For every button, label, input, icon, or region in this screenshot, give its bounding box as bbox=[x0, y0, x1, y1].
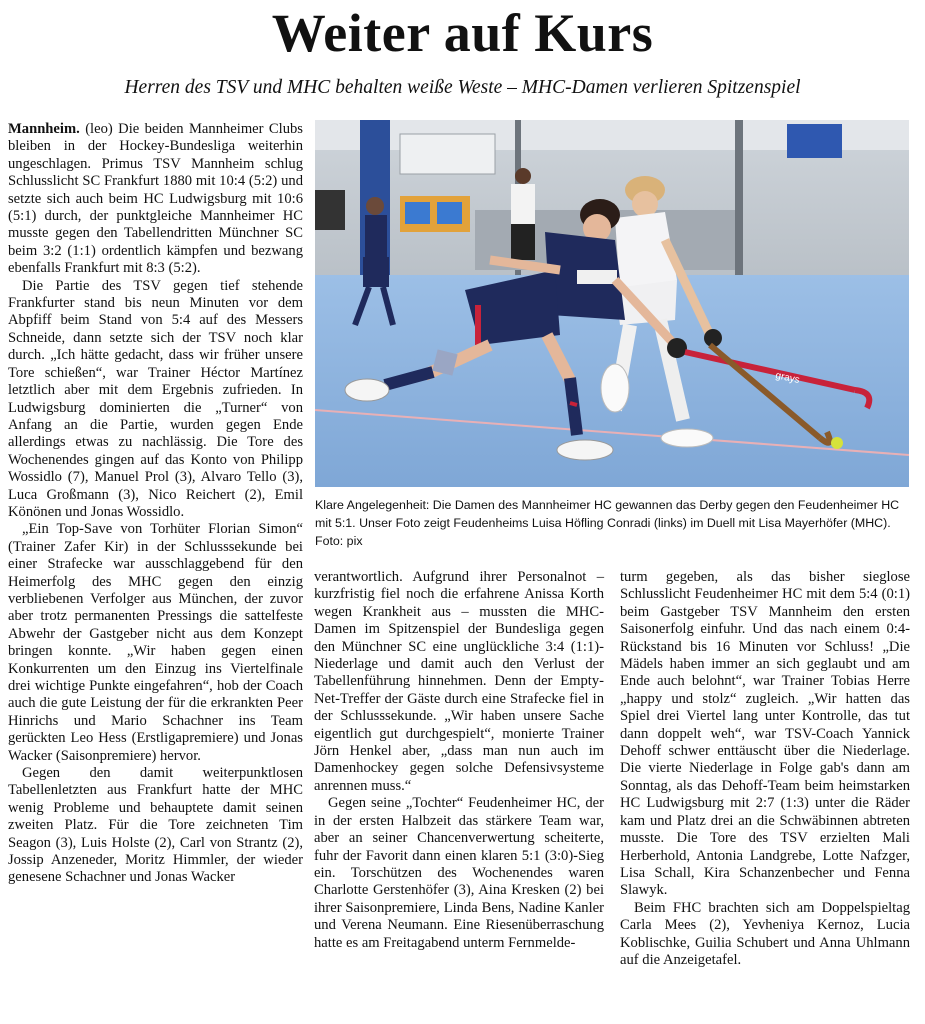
paragraph: Gegen den damit weiterpunktlosen Tabellenletzten aus Frankfurt hatte der MHC wenig Probleme und behauptete damit seinen zweiten Platz. Für die Tore zeichneten Tim Seagon (3), Luis Holste (2), Carl von Strantz (2), Jossip Anzeneder, Moritz Himmler, der wieder genesene Schachner und Jonas Wacker bbox=[8, 765, 303, 886]
paragraph: Gegen seine „Tochter“ Feudenheimer HC, der in der ersten Halbzeit das stärkere Team war, aber an seiner Chancenverwertung scheiterte, fuhr der Favorit dann einen klaren 5:1 (3:0)-Sieg ein. Torschützen des Wochenendes waren Charlotte Gerstenhöfer (3), Aina Kresken (2) bei ihrer Saisonpremiere, Linda Bens, Nadine Kanler und Verena Neumann. Eine Riesenüberraschung hatte es am Freitagabend unterm Fernmelde- bbox=[314, 795, 604, 951]
article-column-3 bbox=[620, 569, 910, 969]
paragraph bbox=[8, 121, 303, 278]
stick-brand: grays bbox=[774, 370, 801, 387]
dateline: Mannheim. bbox=[8, 121, 80, 137]
paragraph: turm gegeben, als das bisher sieglose Schlusslicht Feudenheimer HC mit dem 5:4 (0:1) beim Gastgeber TSV Mannheim den ersten Saisonerfolg einfuhr. Und das nach einem 0:4-Rückstand bis 16 Minuten vor Schluss! „Die Mädels haben immer an sich geglaubt und am Ende auch belohnt“, war Trainer Tobias Herre „happy und stolz“ zugleich. „Wir hatten das Spiel drei Viertel lang unter Kontrolle, das tut dann doppelt weh“, war TSV-Coach Yannick Dehoff schwer enttäuscht über die Niederlage. Die vierte Niederlage in Folge gab's dann am Sonntag, als das Dehoff-Team beim heimstarken HC Ludwigsburg mit 2:7 (1:3) unter die Räder kam und Platz drei an die Schwäbinnen abtreten musste. Die Tore des TSV erzielten Mali Herberhold, Antonia Landgrebe, Lotte Nafzger, Lisa Schall, Kira Schanzenbecher und Fenna Slawyk. bbox=[620, 569, 910, 899]
paragraph: Beim FHC brachten sich am Doppelspieltag Carla Mees (2), Yevheniya Kernoz, Lucia Koblischke, Guilia Schubert und Anna Uhlmann auf die Anzeigetafel. bbox=[620, 899, 910, 968]
subheadline: Herren des TSV und MHC behalten weiße Weste – MHC-Damen verlieren Spitzenspiel bbox=[124, 77, 801, 98]
photo-caption: Klare Angelegenheit: Die Damen des Mannheimer HC gewannen das Derby gegen den Feudenheimer HC mit 5:1. Unser Foto zeigt Feudenheims Luisa Höfling Conradi (links) im Duell mit Lisa Mayerhöfer (MHC). Foto: pix bbox=[315, 498, 900, 548]
article-column-1 bbox=[8, 121, 303, 887]
paragraph: verantwortlich. Aufgrund ihrer Personalnot – kurzfristig fiel noch die erfahrene Anissa Korth wegen Krankheit aus – mussten die MHC-Damen im Spitzenspiel der Bundesliga gegen den Münchner SC eine unglückliche 3:4 (1:1)-Niederlage und damit auch den Verlust der Tabellenführung hinnehmen. Denn der Empty-Net-Treffer der Gäste durch eine Strafecke fiel in der Schlusssekunde. „Wir haben unsere Sache eigentlich gut durchgespielt“, monierte Trainer Jörn Henkel aber, „dass man nun auch im Damenhockey gegen solche Defensivsysteme anrennen muss.“ bbox=[314, 569, 604, 794]
paragraph: Die Partie des TSV gegen tief stehende Frankfurter stand bis neun Minuten vor dem Abpfiff beim Stand von 5:4 auf des Messers Schneide, dann setzte sich der TSV noch klar durch. „Ich hätte gedacht, dass wir früher unsere Tore schießen“, war Trainer Héctor Martínez letztlich aber mit dem Ergebnis zufrieden. In Ludwigsburg dominierten die „Turner“ von Anfang an die Partie, wurden gegen Ende allerdings etwas zu nachlässig. Die Tore des Wochenendes gingen auf das Konto von Philipp Wossidlo (7), Manuel Prol (3), Alvaro Tello (3), Luca Großmann (3), Nico Reichert (2), Emil Könönen und Jonas Wossidlo. bbox=[8, 277, 303, 520]
paragraph: „Ein Top-Save von Torhüter Florian Simon“ (Trainer Zafer Kir) in der Schlusssekunde bei einer Strafecke war ausschlaggebend für den Heimerfolg des MHC gegen den einzig verbliebenen Verfolger aus München, der zuvor aber trotz permanenten Pressings die sattelfeste Abwehr der Gastgeber nicht aus dem Konzept bringen konnte. „Wir haben gegen einen Konkurrenten um den Einzug ins Viertelfinale drei wichtige Punkte eingefahren“, hob der Coach auch die gute Leistung der für die erkrankten Peer Hinrichs und Mario Schachner ins Team gerückten Leo Hess (Erstligapremiere) und Jonas Wacker (Saisonpremiere) hervor. bbox=[8, 521, 303, 764]
article-photo bbox=[315, 120, 909, 487]
headline: Weiter auf Kurs bbox=[271, 3, 654, 63]
article-column-2 bbox=[314, 569, 604, 952]
paragraph-text: (leo) Die beiden Mannheimer Clubs bleiben in der Hockey-Bundesliga weiterhin ungeschlagen. Primus TSV Mannheim schlug Schlusslicht SC Frankfurt 1880 mit 10:4 (5:2) und setzte sich auch beim HC Ludwigsburg mit 10:6 (5:1) durch, der punktgleiche Mannheimer HC musste gegen den Tabellendritten Münchner SC beim 3:2 (1:1) ordentlich kämpfen und bezwang ebenfalls Frankfurt mit 8:3 (5:2). bbox=[8, 121, 303, 277]
